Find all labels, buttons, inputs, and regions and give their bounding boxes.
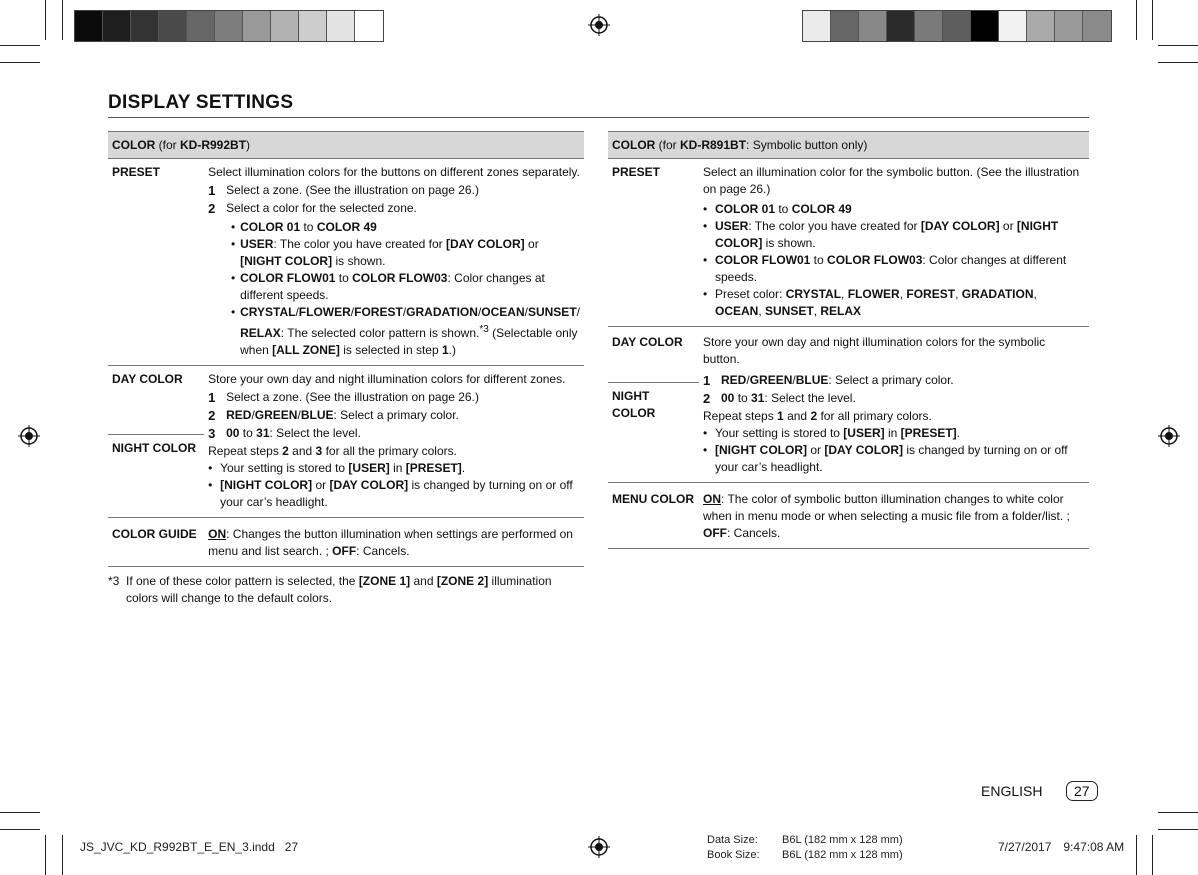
crop-mark [1152,835,1153,875]
table-row [108,159,584,366]
color-swatch [327,11,355,41]
menu-color-description: ON: The color of symbolic button illumination changes to white color when in menu mode or when selecting a music file from a folder/list. ; OFF: Cancels. [703,492,1070,540]
print-timestamp: 7/27/2017 9:47:08 AM [998,840,1125,854]
page-title: DISPLAY SETTINGS [108,92,294,113]
page-number: 27 [1066,781,1098,801]
color-swatch [943,11,971,41]
table-row [108,366,584,518]
table-row [608,327,1089,483]
day-night-description: Store your own day and night illumination colors for the symbolic button. 1 RED/GREEN/BLUE: Select a primary color. 2 00 to 31: Select the level. Repeat steps 1 and 2 for all primary colors. • Your setting is stored to [USER] in [PRESET]. • [NIGHT COLOR] or [DAY COLOR] is changed by turning on or off your car’s headlight. [703,335,1068,474]
crop-mark [0,829,40,830]
color-swatch [299,11,327,41]
color-swatch [831,11,859,41]
crop-mark [1152,0,1153,40]
registration-mark-icon [18,425,40,447]
crop-mark [0,812,40,813]
color-swatch [915,11,943,41]
color-swatch [271,11,299,41]
table-row [608,159,1089,327]
color-swatch [1083,11,1111,41]
crop-mark [1158,829,1198,830]
crop-mark [1136,835,1137,875]
right-column [608,131,1089,549]
right-table-header: COLOR (for KD-R891BT: Symbolic button only) [608,132,1089,159]
preset-label: PRESET [612,165,661,179]
color-swatch [803,11,831,41]
print-size-info: Data Size: B6L (182 mm x 128 mm) Book Size: B6L (182 mm x 128 mm) [707,834,903,861]
preset-description: Select an illumination color for the symbolic button. (See the illustration on page 26.) • COLOR 01 to COLOR 49 • USER: The color you have created for [DAY COLOR] or [NIGHT COLOR] is shown. • COLOR FLOW01 to COLOR FLOW03: Color changes at different speeds. • Preset color: CRYSTAL, FLOWER, FOREST, GRADATION, OCEAN, SUNSET, RELAX [703,165,1080,318]
registration-mark-icon [1158,425,1180,447]
crop-mark [1136,0,1137,40]
color-swatch [971,11,999,41]
color-swatch [131,11,159,41]
color-swatch [75,11,103,41]
preset-description: Select illumination colors for the buttons on different zones separately. 1 Select a zone. (See the illustration on page 26.) 2 Select a color for the selected zone. • COLOR 01 to COLOR 49 • USER: The color you have created for [DAY COLOR] or [NIGHT COLOR] is shown. • COLOR FLOW01 to COLOR FLOW03: Color changes at different speeds. • CRYSTAL/FLOWER/FOREST/GRADATION/OCEAN/SUNSET/ RELAX: The selected color pattern is shown.$^{*3}$ (Selectable only when [ALL ZONE] is selected in step 1.) [208,165,580,357]
color-bar-right [802,10,1112,42]
color-swatch [215,11,243,41]
registration-mark-icon [588,836,610,858]
color-bar-left [74,10,384,42]
night-color-label: NIGHT COLOR [112,441,196,455]
crop-mark [62,0,63,40]
crop-mark [1158,812,1198,813]
crop-mark [0,62,40,63]
print-file-name: JS_JVC_KD_R992BT_E_EN_3.indd 27 [80,840,299,854]
crop-mark [62,835,63,875]
crop-mark [45,835,46,875]
title-rule [108,117,1089,118]
left-column [108,131,584,607]
menu-color-label: MENU COLOR [612,492,694,506]
color-guide-description: ON: Changes the button illumination when settings are performed on menu and list search. ; OFF: Cancels. [208,527,573,558]
left-table-header: COLOR (for KD-R992BT) [108,132,584,159]
color-guide-label: COLOR GUIDE [112,527,197,541]
color-swatch [243,11,271,41]
day-night-description: Store your own day and night illumination colors for different zones. 1 Select a zone. (See the illustration on page 26.) 2 RED/GREEN/BLUE: Select a primary color. 3 00 to 31: Select the level. Repeat steps 2 and 3 for all the primary colors. • Your setting is stored to [USER] in [PRESET]. • [NIGHT COLOR] or [DAY COLOR] is changed by turning on or off your car’s headlight. [208,372,573,509]
color-swatch [887,11,915,41]
color-swatch [1055,11,1083,41]
registration-mark-icon [588,14,610,36]
color-swatch [999,11,1027,41]
left-settings-table [108,131,584,567]
language-label: ENGLISH [981,783,1043,799]
color-swatch [159,11,187,41]
day-color-label: DAY COLOR [108,366,204,435]
crop-mark [1158,62,1198,63]
night-color-label: NIGHT COLOR [612,389,656,420]
color-swatch [187,11,215,41]
crop-mark [0,45,40,46]
table-row [608,483,1089,549]
footnote: *3 If one of these color pattern is selected, the [ZONE 1] and [ZONE 2] illumination colors will change to the default colors. [108,574,552,605]
table-row [108,518,584,567]
crop-mark [45,0,46,40]
right-settings-table [608,131,1089,549]
color-swatch [103,11,131,41]
crop-mark [1158,45,1198,46]
preset-label: PRESET [112,165,161,179]
color-swatch [355,11,383,41]
day-color-label: DAY COLOR [608,327,699,383]
color-swatch [859,11,887,41]
color-swatch [1027,11,1055,41]
